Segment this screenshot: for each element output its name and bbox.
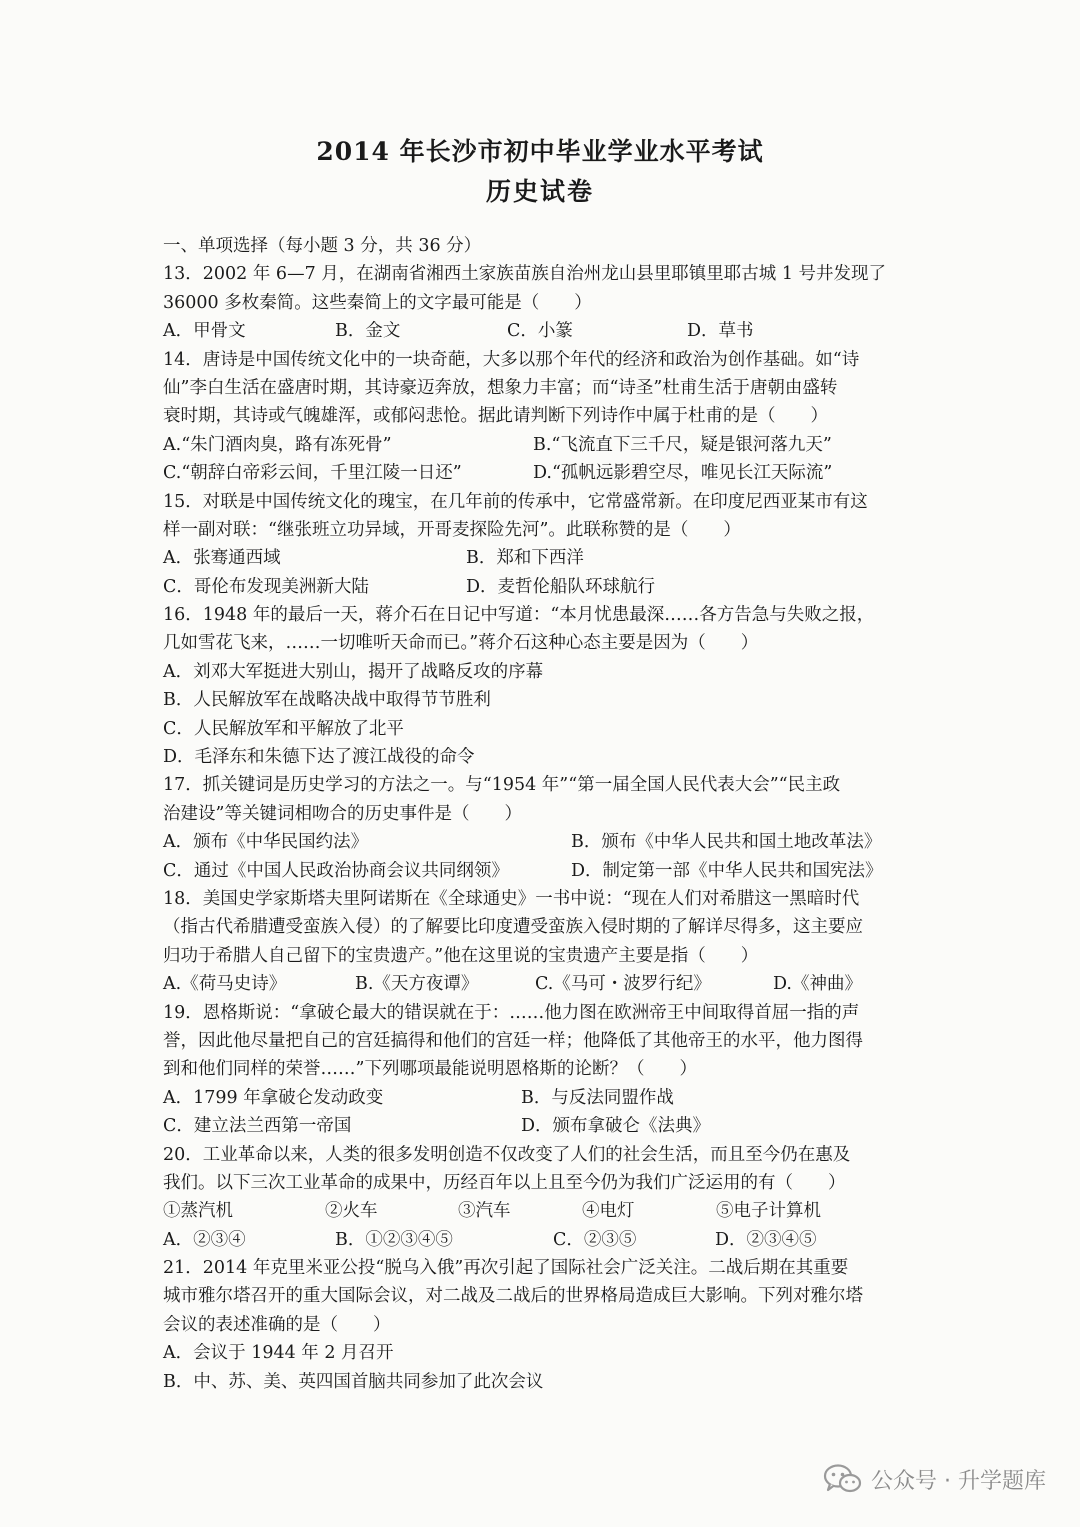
question-stem-line: 几如雪花飞来，……一切唯听天命而已。”蒋介石这种心态主要是因为（ ） — [163, 633, 759, 654]
question-stem-line: 会议的表述准确的是（ ） — [163, 1314, 391, 1335]
exam-content — [163, 232, 923, 1396]
watermark — [823, 1463, 1046, 1495]
question-stem-line: （指古代希腊遭受蛮族入侵）的了解要比印度遭受蛮族入侵时期的了解详尽得多，这主要应 — [163, 917, 863, 938]
option-a: A．刘邓大军挺进大别山，揭开了战略反攻的序幕 — [163, 661, 544, 682]
wechat-icon — [823, 1463, 863, 1495]
options-row — [163, 1084, 923, 1112]
question-stem-line: 仙”李白生活在盛唐时期，其诗豪迈奔放，想象力丰富；而“诗圣”杜甫生活于唐朝由盛转 — [163, 377, 838, 398]
option-c: C．小篆 — [507, 321, 573, 342]
items-row — [163, 1197, 923, 1225]
question-stem-line: 13．2002 年 6—7 月，在湖南省湘西土家族苗族自治州龙山县里耶镇里耶古城 1 号井发现了 — [163, 264, 887, 285]
option-a: A．张骞通西域 — [163, 548, 281, 569]
options-row — [163, 573, 923, 601]
option-c: C．②③⑤ — [553, 1229, 637, 1250]
option-a: A．会议于 1944 年 2 月召开 — [163, 1343, 394, 1364]
option-d: D.“孤帆远影碧空尽，唯见长江天际流” — [533, 463, 833, 484]
option-b: B．①②③④⑤ — [335, 1229, 453, 1250]
watermark-text: 公众号 · 升学题库 — [871, 1468, 1046, 1494]
question-stem-line: 誉，因此他尽量把自己的宫廷搞得和他们的宫廷一样；他降低了其他帝王的水平，他力图得 — [163, 1030, 863, 1051]
question-20 — [163, 1141, 923, 1255]
question-stem-line: 衰时期，其诗或气魄雄浑，或郁闷悲怆。据此请判断下列诗作中属于杜甫的是（ ） — [163, 406, 828, 427]
option-c: C．建立法兰西第一帝国 — [163, 1116, 352, 1137]
option-b: B．金文 — [335, 321, 401, 342]
item-2: ②火车 — [325, 1201, 378, 1222]
options-row — [163, 1112, 923, 1140]
item-3: ③汽车 — [458, 1201, 511, 1222]
question-stem-line: 15．对联是中国传统文化的瑰宝，在几年前的传承中，它常盛常新。在印度尼西亚某市有这 — [163, 491, 868, 512]
options-row — [163, 857, 923, 885]
option-d: D．颁布拿破仑《法典》 — [521, 1116, 711, 1137]
option-a: A.《荷马史诗》 — [163, 974, 287, 995]
options-row — [163, 970, 923, 998]
option-b: B.《天方夜谭》 — [355, 974, 479, 995]
question-stem-line: 16．1948 年的最后一天，蒋介石在日记中写道：“本月忧患最深……各方告急与失败之报， — [163, 605, 875, 626]
option-a: A．1799 年拿破仑发动政变 — [163, 1087, 384, 1108]
option-d: D.《神曲》 — [773, 974, 862, 995]
question-stem-line: 到和他们同样的荣誉……”下列哪项最能说明恩格斯的论断？（ ） — [163, 1059, 697, 1080]
option-a: A．②③④ — [163, 1229, 246, 1250]
option-a: A．颁布《中华民国约法》 — [163, 832, 369, 853]
question-18 — [163, 885, 923, 999]
option-d: D．毛泽东和朱德下达了渡江战役的命令 — [163, 747, 475, 768]
question-17 — [163, 771, 923, 885]
options-row — [163, 1226, 923, 1254]
options-row — [163, 317, 923, 345]
question-stem-line: 城市雅尔塔召开的重大国际会议，对二战及二战后的世界格局造成巨大影响。下列对雅尔塔 — [163, 1286, 863, 1307]
options-row — [163, 431, 923, 459]
question-21 — [163, 1254, 923, 1396]
option-a: A．甲骨文 — [163, 321, 246, 342]
option-c: C．人民解放军和平解放了北平 — [163, 718, 404, 739]
question-stem-line: 归功于希腊人自己留下的宝贵遗产。”他在这里说的宝贵遗产主要是指（ ） — [163, 945, 759, 966]
option-b: B．人民解放军在战略决战中取得节节胜利 — [163, 690, 491, 711]
question-stem-line: 14．唐诗是中国传统文化中的一块奇葩，大多以那个年代的经济和政治为创作基础。如“诗 — [163, 349, 860, 370]
question-13 — [163, 260, 923, 345]
option-a: A.“朱门酒肉臭，路有冻死骨” — [163, 434, 392, 455]
question-stem-line: 21．2014 年克里米亚公投“脱乌入俄”再次引起了国际社会广泛关注。二战后期在其重要 — [163, 1258, 849, 1279]
section-heading: 一、单项选择（每小题 3 分，共 36 分） — [163, 236, 482, 256]
question-stem-line: 18．美国史学家斯塔夫里阿诺斯在《全球通史》一书中说：“现在人们对希腊这一黑暗时代 — [163, 888, 860, 909]
option-c: C．通过《中国人民政治协商会议共同纲领》 — [163, 860, 509, 881]
question-stem-line: 17．抓关键词是历史学习的方法之一。与“1954 年”“第一届全国人民代表大会”“民主政 — [163, 775, 841, 796]
exam-title: 2014 年长沙市初中毕业学业水平考试 — [316, 137, 764, 166]
question-stem-line: 20．工业革命以来，人类的很多发明创造不仅改变了人们的社会生活，而且至今仍在惠及 — [163, 1144, 851, 1165]
question-stem-line: 19．恩格斯说：“拿破仑最大的错误就在于：……他力图在欧洲帝王中间取得首屈一指的声 — [163, 1002, 860, 1023]
options-row — [163, 459, 923, 487]
question-15 — [163, 488, 923, 602]
option-d: D．②③④⑤ — [715, 1229, 817, 1250]
item-4: ④电灯 — [582, 1201, 635, 1222]
question-19 — [163, 999, 923, 1141]
option-c: C.“朝辞白帝彩云间，千里江陵一日还” — [163, 463, 462, 484]
item-5: ⑤电子计算机 — [716, 1201, 821, 1222]
question-14 — [163, 346, 923, 488]
question-stem-line: 治建设”等关键词相吻合的历史事件是（ ） — [163, 803, 522, 824]
question-16 — [163, 601, 923, 771]
option-b: B．中、苏、美、英四国首脑共同参加了此次会议 — [163, 1371, 544, 1392]
question-stem-line: 样一副对联：“继张班立功异域，开哥麦探险先河”。此联称赞的是（ ） — [163, 519, 741, 540]
question-stem-line: 我们。以下三次工业革命的成果中，历经百年以上且至今仍为我们广泛运用的有（ ） — [163, 1172, 846, 1193]
options-row — [163, 544, 923, 572]
item-1: ①蒸汽机 — [163, 1201, 233, 1222]
option-c: C．哥伦布发现美洲新大陆 — [163, 576, 369, 597]
option-c: C.《马可・波罗行纪》 — [535, 974, 711, 995]
option-b: B．郑和下西洋 — [466, 548, 584, 569]
option-b: B．颁布《中华人民共和国土地改革法》 — [571, 832, 882, 853]
option-b: B.“飞流直下三千尺，疑是银河落九天” — [533, 434, 832, 455]
option-d: D．麦哲伦船队环球航行 — [466, 576, 656, 597]
option-d: D．草书 — [687, 321, 754, 342]
option-d: D．制定第一部《中华人民共和国宪法》 — [571, 860, 883, 881]
options-row — [163, 828, 923, 856]
option-b: B．与反法同盟作战 — [521, 1087, 674, 1108]
exam-subtitle: 历史试卷 — [485, 177, 594, 206]
question-stem-line: 36000 多枚秦简。这些秦简上的文字最可能是（ ） — [163, 292, 592, 313]
